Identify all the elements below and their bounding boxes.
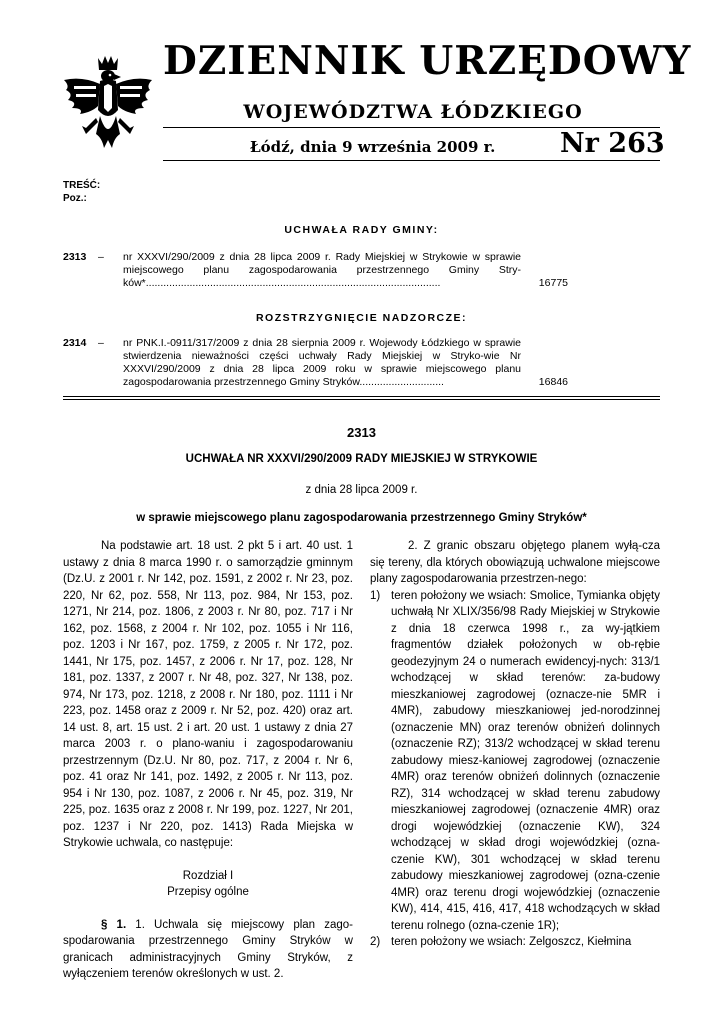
list-item xyxy=(370,934,660,951)
chapter-title: Przepisy ogólne xyxy=(167,886,249,898)
list-item-text: teren położony we wsiach: Smolice, Tymianka objęty uchwałą Nr XLIX/356/98 Rady Miejskiej w Strykowie z dnia 18 czerwca 1998 r., za wy-jątkiem fragmentów działek położonych w ob-rębie geodezyjnym 24 o numerach ewidencyj-nych: 313/1 wchodzącej w skład terenów: za-budowy mieszkaniowej zagrodowej (oznacze-nie 5MR i 4MR), zabudowy mieszkaniowej jed-norodzinnej (oznaczenie MN) oraz terenów obniżeń dolinnych (oznaczenie RZ); 313/2 wchodzącej w skład terenu zabudowy miesz-kaniowej zagrodowej (oznaczenie 4MR) oraz terenów obniżeń dolinnych (oznaczenie RZ), 314 wchodzącej w skład terenu zabudowy mieszkaniowej zagrodowej (oznaczenie 4MR) oraz drogi wojewódzkiej (oznaczenie KW), 324 wchodzącej w skład drogi wojewódzkiej (ozna-czenie KW), 301 wchodzącej w skład terenu zabudowy mieszkaniowej zagrodowej (ozna-czenie 4MR) oraz terenu drogi wojewódzkiej (oznaczenie KW), 414, 415, 416, 417, 418 wchodzących w skład terenu rolnego (ozna-czenie 1R); xyxy=(391,589,660,932)
toc-entry-text[interactable]: nr XXXVI/290/2009 z dnia 28 lipca 2009 r. Rady Miejskiej w Strykowie w sprawie miejscowego planu zagospodarowania przestrzennego Gminy Stry-ków*..................................................................................................... xyxy=(123,251,521,289)
toc-section-title: ROZSTRZYGNIĘCIE NADZORCZE: xyxy=(255,312,468,324)
resolution-title: UCHWAŁA NR XXXVI/290/2009 RADY MIEJSKIEJ W STRYKOWIE xyxy=(185,453,538,465)
list-item xyxy=(370,588,660,935)
toc-divider xyxy=(63,396,660,397)
resolution-subject: w sprawie miejscowego planu zagospodarowania przestrzennego Gminy Stryków* xyxy=(136,512,587,524)
toc-entry-number: 2313 xyxy=(63,251,87,263)
header-bottom-divider xyxy=(163,160,660,161)
toc-entry-dash: – xyxy=(98,337,104,349)
toc-entry-text[interactable]: nr PNK.I.-0911/317/2009 z dnia 28 sierpnia 2009 r. Wojewody Łódzkiego w sprawie stwierdzenia nieważności części uchwały Rady Miejskiej w Stryko-wie Nr XXXVI/290/2009 z dnia 28 lipca 2009 roku w sprawie miejscowego planu zagospodarowania przestrzennego Gminy Stryków............................. xyxy=(123,337,521,388)
position-number: 2313 xyxy=(347,425,376,440)
toc-entry-number: 2314 xyxy=(63,337,87,349)
journal-subtitle: WOJEWÓDZTWA ŁÓDZKIEGO xyxy=(243,101,583,123)
list-item-number: 1) xyxy=(370,589,381,602)
issue-number: Nr 263 xyxy=(560,128,665,159)
preamble-paragraph: Na podstawie art. 18 ust. 2 pkt 5 i art. 40 ust. 1 ustawy z dnia 8 marca 1990 r. o samorządzie gminnym (Dz.U. z 2001 r. Nr 142, poz. 1591, z 2002 r. Nr 23, poz. 220, Nr 62, poz. 558, Nr 113, poz. 984, Nr 153, poz. 1271, Nr 214, poz. 1806, z 2003 r. Nr 80, poz. 717 i Nr 162, poz. 1568, z 2004 r. Nr 102, poz. 1055 i Nr 116, poz. 1203 i Nr 167, poz. 1759, z 2005 r. Nr 172, poz. 1441, Nr 175, poz. 1457, z 2006 r. Nr 17, poz. 128, Nr 181, poz. 1337, z 2007 r. Nr 48, poz. 327, Nr 138, poz. 974, Nr 173, poz. 1218, z 2008 r. Nr 180, poz. 1111 i Nr 223, poz. 1458 oraz z 2009 r. Nr 52, poz. 420) oraz art. 14 ust. 8, art. 15 ust. 2 i art. 20 ust. 1 ustawy z dnia 27 marca 2003 r. o plano-waniu i zagospodarowaniu przestrzennym (Dz.U. Nr 80, poz. 717, z 2004 r. Nr 6, poz. 41 oraz Nr 141, poz. 1492, z 2005 r. Nr 113, poz. 954 i Nr 130, poz. 1087, z 2006 r. Nr 45, poz. 319, Nr 225, poz. 1635 oraz z 2008 r. Nr 199, poz. 1227, Nr 201, poz. 1237 i Nr 220, poz. 1413) Rada Miejska w Strykowie uchwala, co następuje: xyxy=(63,540,353,849)
toc-divider xyxy=(63,399,660,400)
paragraph-1 xyxy=(63,917,353,983)
toc-entry-dash: – xyxy=(98,251,104,263)
paragraph-text: 1. Uchwala się miejscowy plan zago-spodarowania przestrzennego Gminy Stryków w granicach administracyjnych Gminy Stryków, z wyłączeniem terenów określonych w ust. 2. xyxy=(63,918,353,980)
right-column xyxy=(370,538,660,951)
paragraph-label: § 1. xyxy=(101,918,127,931)
resolution-date: z dnia 28 lipca 2009 r. xyxy=(305,484,418,496)
toc-label: TREŚĆ: xyxy=(63,180,101,191)
toc-pos-label: Poz.: xyxy=(63,193,87,204)
left-column xyxy=(63,538,353,983)
polish-eagle-emblem-icon xyxy=(58,50,158,160)
toc-section-title: UCHWAŁA RADY GMINY: xyxy=(284,224,439,236)
list-item-number: 2) xyxy=(370,936,381,948)
journal-title: DZIENNIK URZĘDOWY xyxy=(163,38,692,84)
issue-dateline: Łódź, dnia 9 września 2009 r. xyxy=(250,138,496,156)
toc-entry-page[interactable]: 16846 xyxy=(538,376,568,388)
toc-entry-page[interactable]: 16775 xyxy=(538,277,568,289)
exclusion-paragraph: 2. Z granic obszaru objętego planem wyłą-cza się tereny, dla których obowiązują uchwalone miejscowe plany zagospodarowania przestrzen-nego: xyxy=(370,540,660,585)
list-item-text: teren położony we wsiach: Zelgoszcz, Kiełmina xyxy=(391,936,632,948)
chapter-heading: Rozdział I xyxy=(182,869,234,882)
